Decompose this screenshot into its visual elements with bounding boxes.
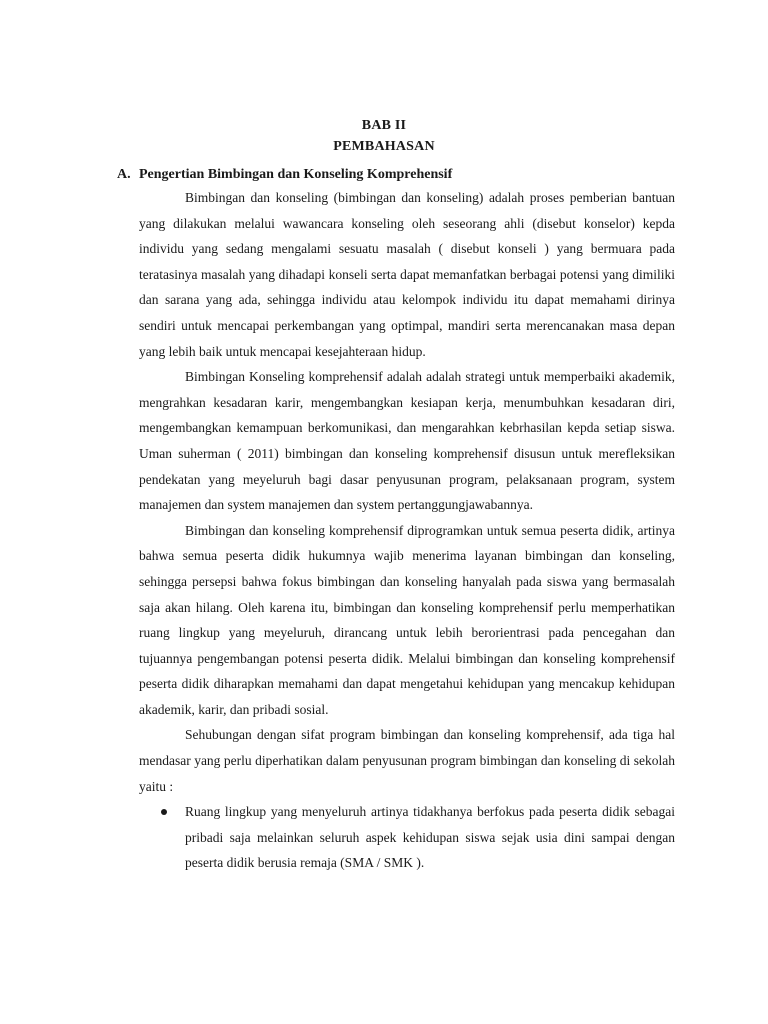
paragraph-2: Bimbingan Konseling komprehensif adalah adalah strategi untuk memperbaiki akademik, mengrahkan kesadaran karir, mengembangkan kesiapan kerja, menumbuhkan kesadaran diri, mengembangkan kemampuan berkomunikasi, dan mengarahkan kebrhasilan kepda setiap siswa. Uman suherman ( 2011) bimbingan dan konseling komprehensif disusun untuk merefleksikan pendekatan yang meyeluruh bagi dasar penyusunan program, pelaksanaan program, system manajemen dan system manajemen dan system pertanggungjawabannya. [139, 369, 675, 513]
section-number: A. [117, 167, 131, 182]
bullet-text: Ruang lingkup yang menyeluruh artinya tidakhanya berfokus pada peserta didik sebagai pribadi saja melainkan seluruh aspek kehidupan siswa sejak usia dini sampai dengan peserta didik berusia remaja (SMA / SMK ). [185, 804, 675, 871]
section-title: Pengertian Bimbingan dan Konseling Komprehensif [139, 167, 453, 182]
document-body [139, 185, 675, 876]
chapter-number: BAB II [361, 118, 407, 133]
paragraph-3: Bimbingan dan konseling komprehensif diprogramkan untuk semua peserta didik, artinya bahwa semua peserta didik hukumnya wajib menerima layanan bimbingan dan konseling, sehingga persepsi bahwa fokus bimbingan dan konseling hanyalah pada siswa yang bermasalah saja akan hilang. Oleh karena itu, bimbingan dan konseling komprehensif perlu memperhatikan ruang lingkup yang meyeluruh, dirancang untuk lebih berorientrasi pada pencegahan dan tujuannya pengembangan potensi peserta didik. Melalui bimbingan dan konseling komprehensif peserta didik diharapkan memahami dan dapat mengetahui kehidupan yang mencakup kehidupan akademik, karir, dan pribadi sosial. [139, 522, 675, 717]
bullet-item [139, 799, 675, 876]
chapter-title: PEMBAHASAN [333, 139, 435, 154]
bullet-list [139, 799, 675, 876]
paragraph-4: Sehubungan dengan sifat program bimbingan dan konseling komprehensif, ada tiga hal mendasar yang perlu diperhatikan dalam penyusunan program bimbingan dan konseling di sekolah yaitu : [139, 727, 675, 794]
bullet-dot-icon [161, 809, 167, 815]
paragraph-1: Bimbingan dan konseling (bimbingan dan konseling) adalah proses pemberian bantuan yang dilakukan melalui wawancara konseling oleh seseorang ahli (disebut konselor) kepda individu yang sedang mengalami sesuatu masalah ( disebut konseli ) yang bermuara pada teratasinya masalah yang dihadapi konseli serta dapat memanfatkan berbagai potensi yang dimiliki dan sarana yang ada, sehingga individu atau kelompok individu itu dapat memahami dirinya sendiri untuk mencapai perkembangan yang optimpal, mandiri serta merencanakan masa depan yang lebih baik untuk mencapai kesejahteraan hidup. [139, 190, 675, 359]
section-heading [117, 165, 452, 185]
